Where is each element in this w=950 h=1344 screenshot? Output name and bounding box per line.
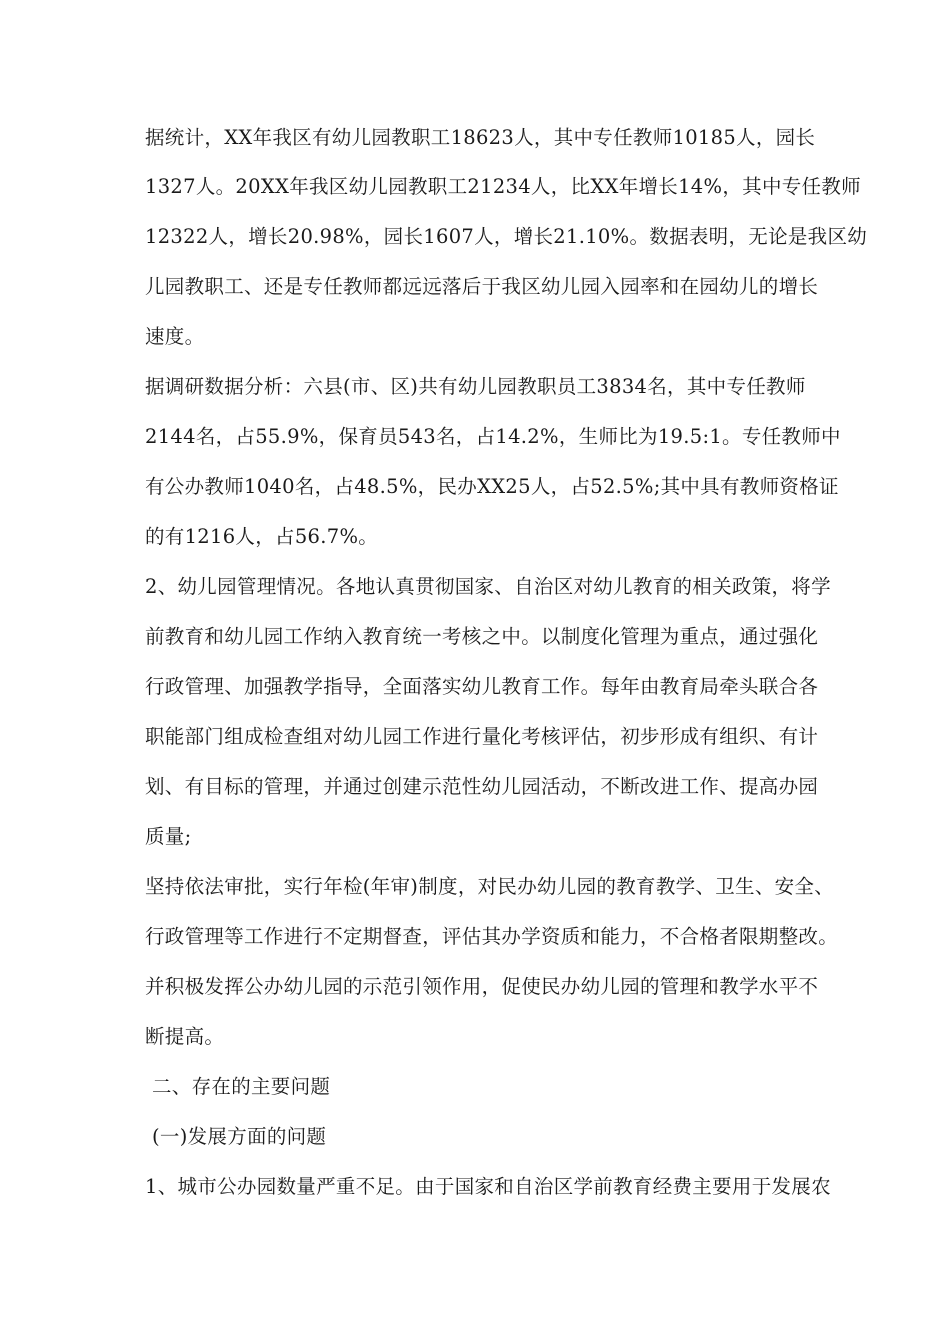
paragraph-line: 速度。 <box>145 325 205 348</box>
paragraph-line: 12322人，增长20.98%，园长1607人，增长21.10%。数据表明，无论是我区幼 <box>145 225 868 248</box>
paragraph-line: 行政管理、加强教学指导，全面落实幼儿教育工作。每年由教育局牵头联合各 <box>145 675 819 698</box>
paragraph-line: 质量; <box>145 825 192 848</box>
paragraph-line: 2144名，占55.9%，保育员543名，占14.2%，生师比为19.5:1。专任教师中 <box>145 425 841 448</box>
paragraph-line: 据统计，XX年我区有幼儿园教职工18623人，其中专任教师10185人，园长 <box>145 126 816 149</box>
paragraph-line: 据调研数据分析：六县(市、区)共有幼儿园教职员工3834名，其中专任教师 <box>145 375 806 398</box>
paragraph-line: 1、城市公办园数量严重不足。由于国家和自治区学前教育经费主要用于发展农 <box>145 1175 831 1198</box>
paragraph-line: 的有1216人，占56.7%。 <box>145 525 379 548</box>
section-heading: 二、存在的主要问题 <box>152 1075 331 1098</box>
paragraph-line: 行政管理等工作进行不定期督查，评估其办学资质和能力，不合格者限期整改。 <box>145 925 839 948</box>
paragraph-line: 儿园教职工、还是专任教师都远远落后于我区幼儿园入园率和在园幼儿的增长 <box>145 275 819 298</box>
paragraph-line: 前教育和幼儿园工作纳入教育统一考核之中。以制度化管理为重点，通过强化 <box>145 625 819 648</box>
subsection-heading: (一)发展方面的问题 <box>152 1125 327 1148</box>
paragraph-line: 有公办教师1040名，占48.5%，民办XX25人，占52.5%;其中具有教师资格证 <box>145 475 839 498</box>
paragraph-line: 2、幼儿园管理情况。各地认真贯彻国家、自治区对幼儿教育的相关政策，将学 <box>145 575 831 598</box>
paragraph-line: 断提高。 <box>145 1025 225 1048</box>
paragraph-line: 职能部门组成检查组对幼儿园工作进行量化考核评估，初步形成有组织、有计 <box>145 725 819 748</box>
paragraph-line: 并积极发挥公办幼儿园的示范引领作用，促使民办幼儿园的管理和教学水平不 <box>145 975 819 998</box>
paragraph-line: 1327人。20XX年我区幼儿园教职工21234人，比XX年增长14%，其中专任教师 <box>145 175 861 198</box>
paragraph-line: 坚持依法审批，实行年检(年审)制度，对民办幼儿园的教育教学、卫生、安全、 <box>145 875 835 898</box>
paragraph-line: 划、有目标的管理，并通过创建示范性幼儿园活动，不断改进工作、提高办园 <box>145 775 819 798</box>
